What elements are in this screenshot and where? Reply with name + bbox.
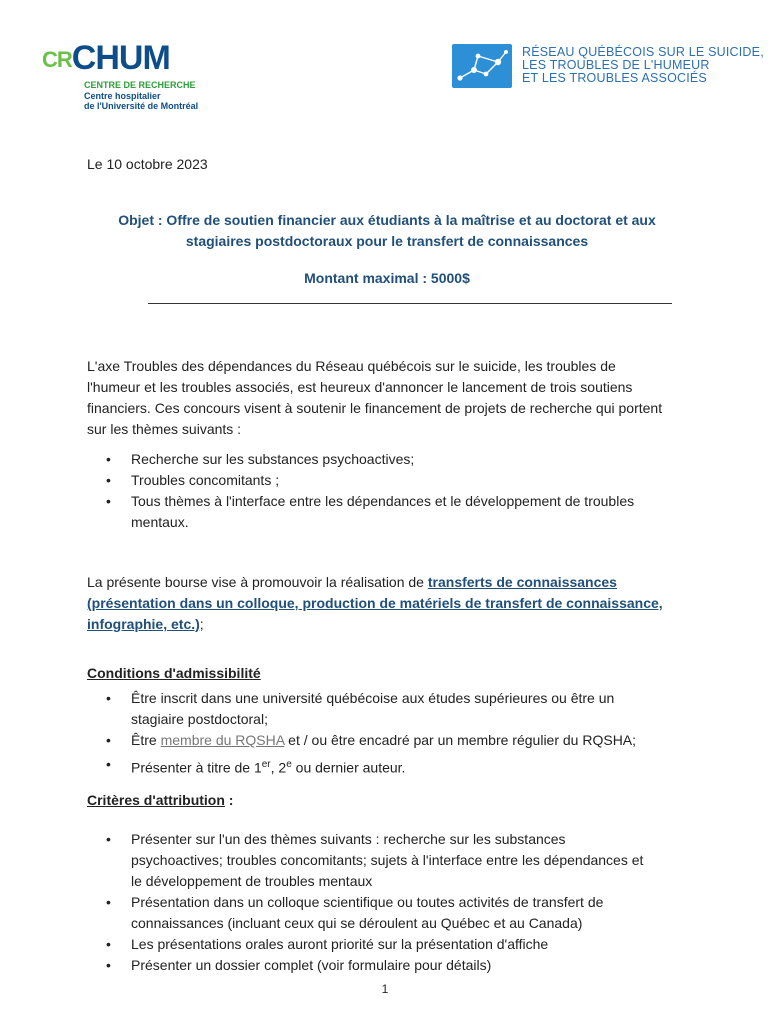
letter-date: Le 10 octobre 2023 xyxy=(87,156,208,172)
purpose-end: ; xyxy=(199,616,204,632)
list-item xyxy=(87,829,647,892)
condition-text: ou dernier auteur. xyxy=(291,759,406,776)
crchum-line3: de l'Université de Montréal xyxy=(84,101,199,111)
condition-text: , 2 xyxy=(270,759,287,776)
condition-text: Être xyxy=(131,732,161,748)
bullet-icon: • xyxy=(106,831,111,847)
letter-subject: Objet : Offre de soutien financier aux étudiants à la maîtrise et au doctorat et aux stagiaires postdoctoraux pour le transfert de connaissances xyxy=(118,212,656,249)
list-item xyxy=(87,754,667,779)
separator-rule xyxy=(148,303,672,304)
page-number: 1 xyxy=(381,982,389,996)
intro-paragraph: L'axe Troubles des dépendances du Réseau québécois sur le suicide, les troubles de l'humeur et les troubles associés, est heureux d'annoncer le lancement de trois soutiens financiers. Ces concours visent à soutenir le financement de projets de recherche qui portent sur les thèmes suivants : xyxy=(87,358,663,437)
knowledge-transfer-link[interactable]: transferts de connaissances (présentation dans un colloque, production de matériels de transfert de connaissance, infographie, etc.) xyxy=(87,574,663,632)
conditions-list xyxy=(87,688,667,779)
list-item xyxy=(87,688,667,730)
list-item xyxy=(87,934,647,955)
bullet-icon: • xyxy=(106,756,111,772)
rqsha-member-link[interactable]: membre du RQSHA xyxy=(160,732,285,748)
bullet-icon: • xyxy=(106,690,111,706)
bullet-icon: • xyxy=(106,451,111,467)
list-item xyxy=(87,449,667,470)
superscript: er xyxy=(261,759,271,770)
criterion-text: Présentation dans un colloque scientifique ou toutes activités de transfert de connaissances (incluant ceux qui se déroulent au Québec et au Canada) xyxy=(131,894,604,931)
list-item xyxy=(87,892,647,934)
criterion-text: Les présentations orales auront priorité sur la présentation d'affiche xyxy=(131,936,549,952)
rqsha-line2: LES TROUBLES DE L'HUMEUR xyxy=(522,58,710,72)
bullet-icon: • xyxy=(106,957,111,973)
criterion-text: Présenter sur l'un des thèmes suivants : recherche sur les substances psychoactives; troubles concomitants; sujets à l'interface entre les dépendances et le développement de troubles mentaux xyxy=(131,831,644,889)
crchum-name: CHUM xyxy=(71,39,170,77)
bullet-icon: • xyxy=(106,472,111,488)
criteria-heading xyxy=(87,790,233,811)
criterion-text: Présenter un dossier complet (voir formulaire pour détails) xyxy=(131,957,492,973)
superscript: e xyxy=(286,759,292,770)
crchum-line2: Centre hospitalier xyxy=(84,91,161,101)
condition-text: Être inscrit dans une université québécoise aux études supérieures ou être un stagiaire postdoctoral; xyxy=(131,690,615,727)
condition-text: Présenter à titre de 1 xyxy=(131,759,262,776)
list-item xyxy=(87,730,667,751)
list-item xyxy=(87,955,647,976)
theme-text: Tous thèmes à l'interface entre les dépendances et le développement de troubles mentaux. xyxy=(131,493,635,530)
crchum-line1: CENTRE DE RECHERCHE xyxy=(84,80,196,90)
rqsha-logo xyxy=(452,44,764,90)
theme-text: Troubles concomitants ; xyxy=(131,472,280,488)
bullet-icon: • xyxy=(106,894,111,910)
crchum-wordmark xyxy=(42,40,170,76)
condition-text: et / ou être encadré par un membre régulier du RQSHA; xyxy=(284,732,637,748)
network-icon xyxy=(452,44,512,88)
criteria-title: Critères d'attribution xyxy=(87,792,225,808)
theme-text: Recherche sur les substances psychoactives; xyxy=(131,451,415,467)
list-item xyxy=(87,470,667,491)
bullet-icon: • xyxy=(106,493,111,509)
purpose-text: La présente bourse vise à promouvoir la réalisation de xyxy=(87,574,428,590)
rqsha-line1: RÉSEAU QUÉBÉCOIS SUR LE SUICIDE, xyxy=(522,45,764,59)
purpose-paragraph xyxy=(87,572,667,635)
criteria-list xyxy=(87,829,647,976)
themes-list xyxy=(87,449,667,533)
conditions-heading: Conditions d'admissibilité xyxy=(87,665,261,681)
max-amount: Montant maximal : 5000$ xyxy=(304,270,470,286)
crchum-prefix: CR xyxy=(42,47,72,72)
criteria-colon: : xyxy=(224,792,234,808)
bullet-icon: • xyxy=(106,936,111,952)
bullet-icon: • xyxy=(106,732,111,748)
list-item xyxy=(87,491,667,533)
rqsha-line3: ET LES TROUBLES ASSOCIÉS xyxy=(522,71,707,85)
crchum-logo xyxy=(42,40,212,120)
